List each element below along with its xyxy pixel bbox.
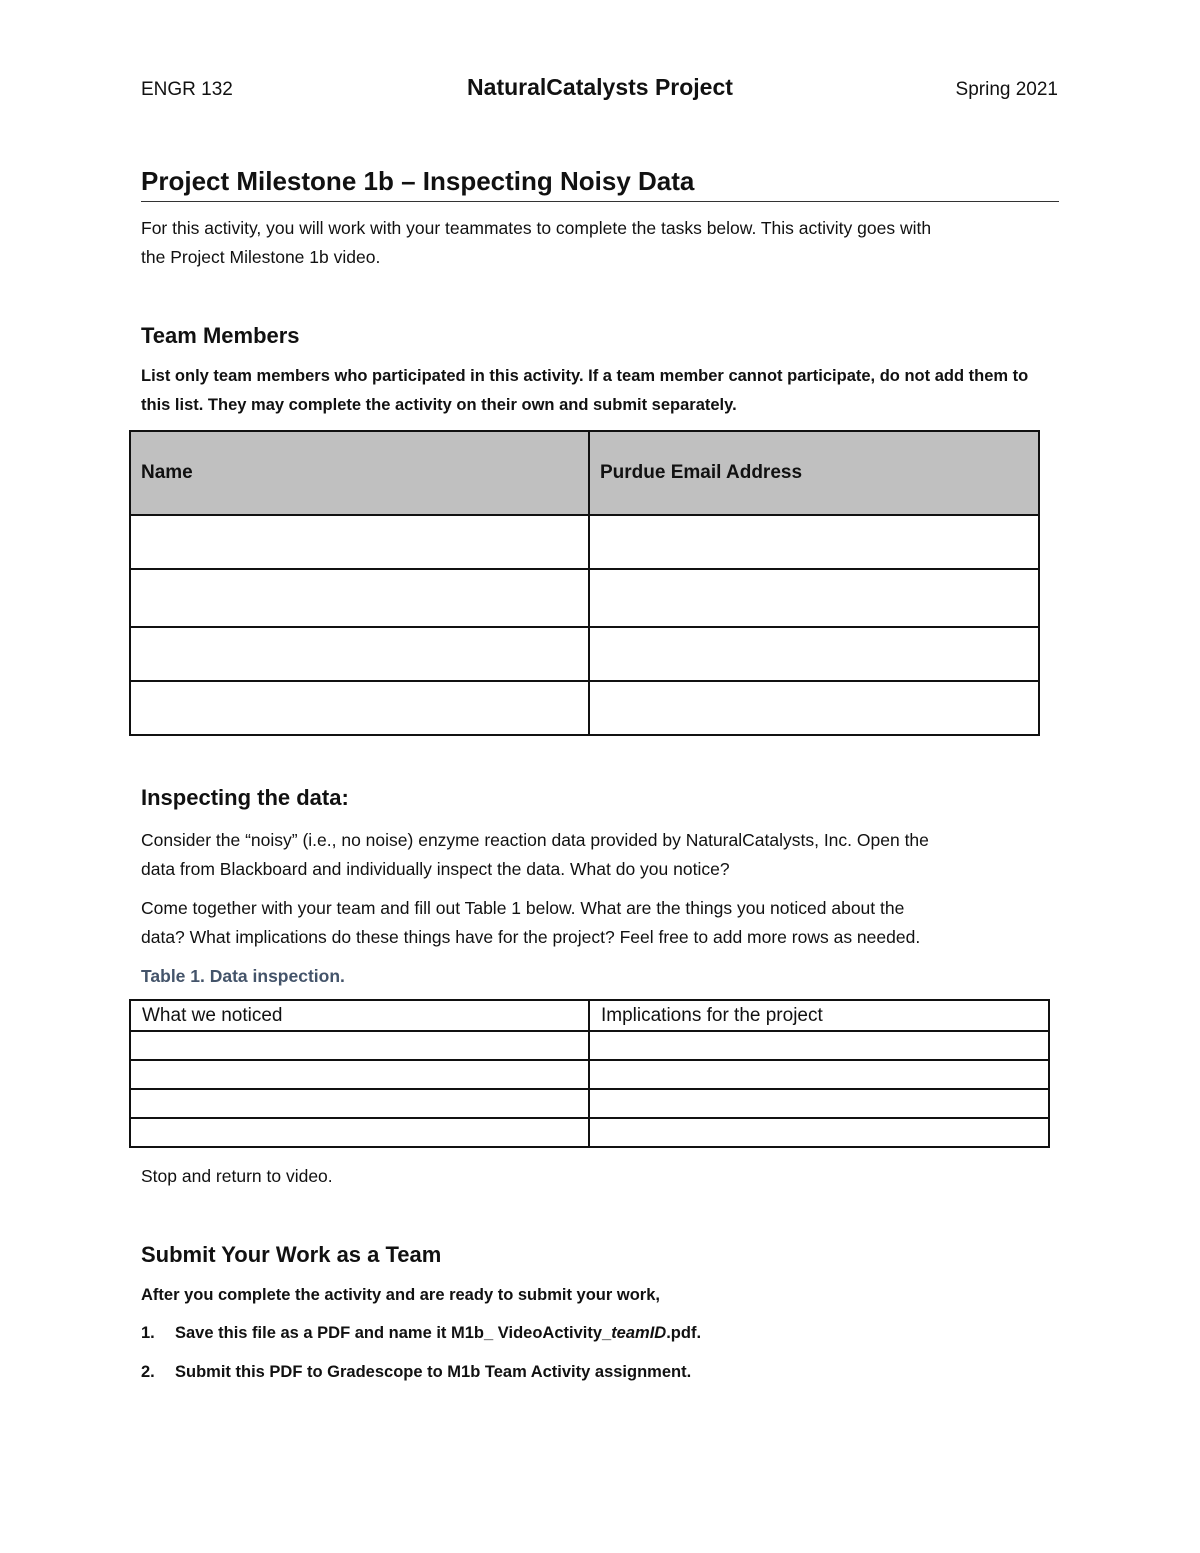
column-header-noticed: What we noticed <box>130 1000 589 1031</box>
team-name-cell[interactable] <box>130 681 589 735</box>
team-row <box>130 681 1039 735</box>
team-email-cell[interactable] <box>589 627 1039 681</box>
team-email-cell[interactable] <box>589 515 1039 569</box>
intro-line-2: the Project Milestone 1b video. <box>141 247 381 267</box>
inspect-p1-line-1: Consider the “noisy” (i.e., no noise) enzyme reaction data provided by NaturalCatalysts, Inc. Open the <box>141 830 929 850</box>
team-row <box>130 515 1039 569</box>
column-header-name: Name <box>130 431 589 515</box>
team-name-cell[interactable] <box>130 627 589 681</box>
header-term: Spring 2021 <box>955 79 1058 100</box>
inspection-row <box>130 1089 1049 1118</box>
inspection-row <box>130 1060 1049 1089</box>
step-1-text-pre: Save this file as a PDF and name it M1b_ VideoActivity_ <box>175 1324 612 1342</box>
implications-cell[interactable] <box>589 1031 1049 1060</box>
document-title: Project Milestone 1b – Inspecting Noisy Data <box>141 166 695 196</box>
submit-step-1 <box>141 1324 701 1343</box>
team-email-cell[interactable] <box>589 569 1039 627</box>
team-members-heading: Team Members <box>141 323 300 348</box>
noticed-cell[interactable] <box>130 1060 589 1089</box>
step-1-text-post: .pdf. <box>666 1324 702 1342</box>
team-row <box>130 569 1039 627</box>
team-instructions <box>141 362 1056 420</box>
intro-paragraph <box>141 214 1056 272</box>
step-2-text: Submit this PDF to Gradescope to M1b Team Activity assignment. <box>175 1363 692 1381</box>
inspection-row <box>130 1031 1049 1060</box>
team-members-table <box>129 430 1040 736</box>
noticed-cell[interactable] <box>130 1089 589 1118</box>
table-1-caption: Table 1. Data inspection. <box>141 966 345 986</box>
inspect-paragraph-1 <box>141 826 1056 884</box>
inspect-heading: Inspecting the data: <box>141 785 349 810</box>
inspection-header-row <box>130 1000 1049 1031</box>
implications-cell[interactable] <box>589 1060 1049 1089</box>
team-name-cell[interactable] <box>130 515 589 569</box>
noticed-cell[interactable] <box>130 1118 589 1147</box>
header-project-title: NaturalCatalysts Project <box>467 74 733 100</box>
inspect-paragraph-2 <box>141 894 1056 952</box>
submit-step-2 <box>141 1363 691 1382</box>
step-2-number: 2. <box>141 1363 155 1381</box>
implications-cell[interactable] <box>589 1089 1049 1118</box>
team-name-cell[interactable] <box>130 569 589 627</box>
team-instructions-line-1: List only team members who participated in this activity. If a team member cannot participate, do not add them to <box>141 367 1029 385</box>
intro-line-1: For this activity, you will work with your teammates to complete the tasks below. This activity goes with <box>141 218 932 238</box>
inspect-p2-line-1: Come together with your team and fill out Table 1 below. What are the things you noticed about the <box>141 898 905 918</box>
noticed-cell[interactable] <box>130 1031 589 1060</box>
column-header-implications: Implications for the project <box>589 1000 1049 1031</box>
header-course: ENGR 132 <box>141 79 233 100</box>
data-inspection-table <box>129 999 1050 1148</box>
implications-cell[interactable] <box>589 1118 1049 1147</box>
submit-intro: After you complete the activity and are ready to submit your work, <box>141 1286 660 1304</box>
step-1-number: 1. <box>141 1324 155 1342</box>
stop-return-note: Stop and return to video. <box>141 1166 333 1186</box>
title-underline <box>141 201 1059 202</box>
team-row <box>130 627 1039 681</box>
column-header-email: Purdue Email Address <box>589 431 1039 515</box>
team-table-header-row <box>130 431 1039 515</box>
step-1-text-team-id: teamID <box>611 1324 667 1342</box>
team-email-cell[interactable] <box>589 681 1039 735</box>
submit-heading: Submit Your Work as a Team <box>141 1242 442 1267</box>
inspect-p1-line-2: data from Blackboard and individually inspect the data. What do you notice? <box>141 859 730 879</box>
inspection-row <box>130 1118 1049 1147</box>
inspect-p2-line-2: data? What implications do these things have for the project? Feel free to add more rows as needed. <box>141 927 921 947</box>
team-instructions-line-2: this list. They may complete the activity on their own and submit separately. <box>141 396 737 414</box>
